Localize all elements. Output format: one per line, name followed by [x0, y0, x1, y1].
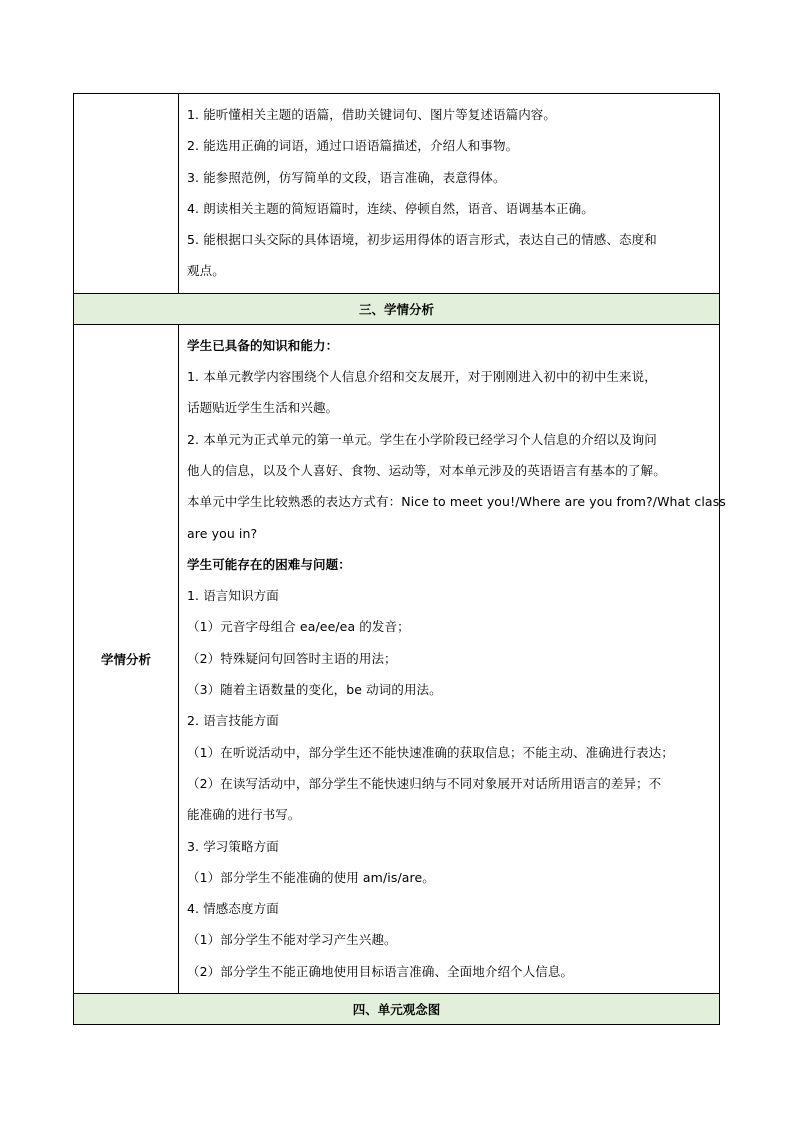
objectives-row	[74, 94, 720, 294]
subheading: 1. 语言知识方面	[187, 588, 279, 604]
section-header-row	[74, 293, 720, 324]
paragraph-line: are you in?	[187, 525, 258, 541]
objective-item: 5. 能根据口头交际的具体语境，初步运用得体的语言形式，表达自己的情感、态度和	[187, 232, 657, 248]
analysis-label: 学情分析	[74, 324, 179, 993]
paragraph-line: 2. 本单元为正式单元的第一单元。学生在小学阶段已经学习个人信息的介绍以及询问	[187, 431, 657, 447]
paragraph-line: 话题贴近学生生活和兴趣。	[187, 400, 339, 416]
paragraph-line: 1. 本单元教学内容围绕个人信息介绍和交友展开，对于刚刚进入初中的初中生来说，	[187, 369, 657, 385]
objective-item: 3. 能参照范例，仿写简单的文段，语言准确，表意得体。	[187, 169, 506, 185]
objective-item: 2. 能选用正确的词语，通过口语语篇描述，介绍人和事物。	[187, 138, 519, 154]
analysis-row	[74, 324, 720, 993]
lesson-plan-table	[73, 93, 726, 1025]
list-item: （2）在读写活动中，部分学生不能快速归纳与不同对象展开对话所用语言的差异；不	[187, 775, 662, 791]
list-item: （1）部分学生不能对学习产生兴趣。	[187, 932, 397, 948]
analysis-content	[179, 324, 726, 993]
problems-heading: 学生可能存在的困难与问题：	[187, 556, 351, 572]
objective-item: 观点。	[187, 263, 225, 279]
objective-item: 4. 朗读相关主题的简短语篇时，连续、停顿自然，语音、语调基本正确。	[187, 200, 594, 216]
section-title: 四、单元观念图	[74, 994, 720, 1025]
list-item: （3）随着主语数量的变化，be 动词的用法。	[187, 682, 442, 698]
list-item: 能准确的进行书写。	[187, 807, 301, 823]
list-item: （1）元音字母组合 ea/ee/ea 的发音；	[187, 619, 410, 635]
list-item: （1）在听说活动中，部分学生还不能快速准确的获取信息；不能主动、准确进行表达；	[187, 744, 674, 760]
subheading: 3. 学习策略方面	[187, 838, 279, 854]
objective-item: 1. 能听懂相关主题的语篇，借助关键词句、图片等复述语篇内容。	[187, 107, 557, 122]
known-heading: 学生已具备的知识和能力：	[187, 337, 339, 353]
list-item: （2）部分学生不能正确地使用目标语言准确、全面地介绍个人信息。	[187, 963, 574, 979]
section-title: 三、学情分析	[74, 293, 720, 324]
list-item: （2）特殊疑问句回答时主语的用法；	[187, 650, 397, 666]
list-item: （1）部分学生不能准确的使用 am/is/are。	[187, 869, 435, 885]
objectives-content	[179, 94, 720, 294]
subheading: 2. 语言技能方面	[187, 713, 279, 729]
paragraph-line: 本单元中学生比较熟悉的表达方式有：Nice to meet you!/Where are you from?/What class	[187, 494, 726, 510]
objectives-label-cell	[74, 94, 179, 294]
paragraph-line: 他人的信息，以及个人喜好、食物、运动等，对本单元涉及的英语语言有基本的了解。	[187, 462, 666, 478]
subheading: 4. 情感态度方面	[187, 901, 279, 917]
section-header-row	[74, 994, 720, 1025]
